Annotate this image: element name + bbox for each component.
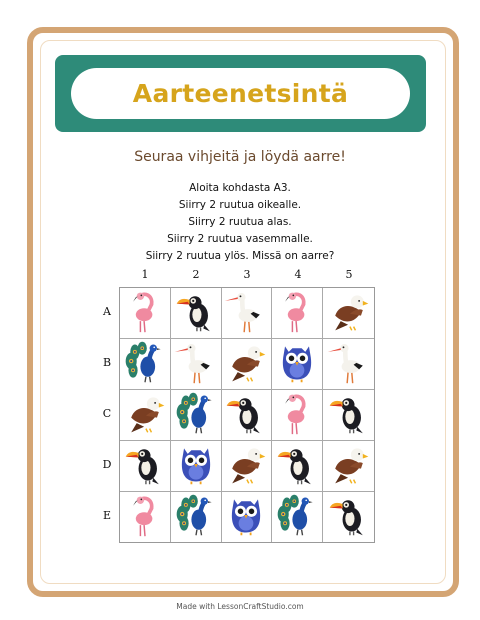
grid-cell-C1[interactable] [120,390,171,441]
grid-cell-C5[interactable] [323,390,374,441]
flamingo-icon [122,492,168,542]
eagle-icon [326,288,372,338]
grid-cell-C3[interactable] [222,390,273,441]
page-title: Aarteenetsintä [132,79,349,108]
eagle-icon [223,339,269,389]
row-label: E [102,509,112,522]
grid-cell-B2[interactable] [171,339,222,390]
toucan-icon [223,390,269,440]
grid-cell-A2[interactable] [171,288,222,339]
toucan-icon [173,288,219,338]
grid-cell-B3[interactable] [222,339,273,390]
grid-cell-D3[interactable] [222,441,273,492]
grid-cell-E4[interactable] [272,492,323,542]
toucan-icon [326,390,372,440]
toucan-icon [326,492,372,542]
peacock-icon [173,492,219,542]
row-label: D [102,458,112,471]
bird-grid [119,287,375,543]
instruction-line: Siirry 2 ruutua ylös. Missä on aarre? [145,250,335,262]
owl-icon [274,339,320,389]
title-banner [55,55,426,132]
grid-cell-A4[interactable] [272,288,323,339]
stork-icon [326,339,372,389]
footer-credit: Made with LessonCraftStudio.com [176,602,304,611]
instruction-line: Siirry 2 ruutua oikealle. [178,199,302,211]
owl-icon [223,492,269,542]
column-label: 3 [243,268,251,281]
eagle-icon [326,441,372,491]
toucan-icon [274,441,320,491]
instruction-line: Siirry 2 ruutua alas. [188,216,292,228]
grid-cell-E1[interactable] [120,492,171,542]
grid-cell-C2[interactable] [171,390,222,441]
flamingo-icon [122,288,168,338]
row-label: C [102,407,112,420]
grid-cell-D5[interactable] [323,441,374,492]
row-label: B [102,356,112,369]
flamingo-icon [274,288,320,338]
grid-cell-D1[interactable] [120,441,171,492]
owl-icon [173,441,219,491]
instructions [0,180,480,265]
column-label: 2 [192,268,200,281]
grid-cell-A5[interactable] [323,288,374,339]
eagle-icon [223,441,269,491]
peacock-icon [173,390,219,440]
grid-cell-D2[interactable] [171,441,222,492]
instruction-line: Aloita kohdasta A3. [189,182,291,194]
grid-cell-B1[interactable] [120,339,171,390]
column-label: 1 [141,268,149,281]
eagle-icon [122,390,168,440]
toucan-icon [122,441,168,491]
grid-cell-A3[interactable] [222,288,273,339]
title-pill [71,68,410,119]
stork-icon [223,288,269,338]
peacock-icon [122,339,168,389]
column-label: 4 [294,268,302,281]
grid-cell-B4[interactable] [272,339,323,390]
grid-cell-E3[interactable] [222,492,273,542]
row-label: A [103,305,111,318]
grid-cell-B5[interactable] [323,339,374,390]
peacock-icon [274,492,320,542]
grid-cell-E2[interactable] [171,492,222,542]
grid-cell-A1[interactable] [120,288,171,339]
instruction-line: Siirry 2 ruutua vasemmalle. [167,233,313,245]
column-label: 5 [345,268,353,281]
stork-icon [173,339,219,389]
grid-cell-E5[interactable] [323,492,374,542]
grid-cell-D4[interactable] [272,441,323,492]
subtitle: Seuraa vihjeitä ja löydä aarre! [134,149,346,165]
flamingo-icon [274,390,320,440]
grid-cell-C4[interactable] [272,390,323,441]
